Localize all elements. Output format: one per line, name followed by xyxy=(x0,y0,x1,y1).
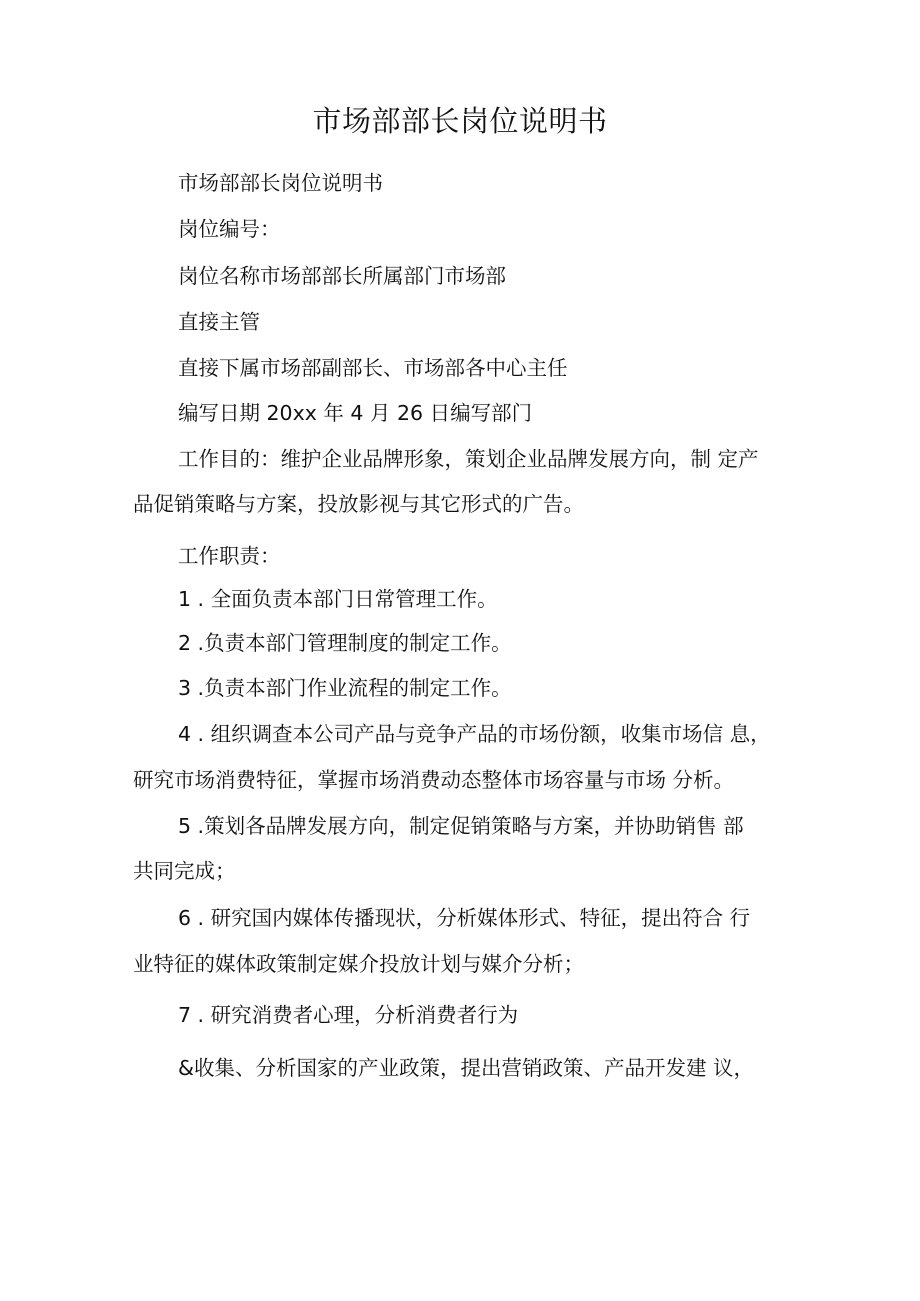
duty-item-6-line-1: 6 . 研究国内媒体传播现状，分析媒体形式、特征，提出符合 行 xyxy=(178,906,751,930)
direct-subordinates-line: 直接下属市场部副部长、市场部各中心主任 xyxy=(178,356,568,380)
duty-item-2: 2 .负责本部门管理制度的制定工作。 xyxy=(178,631,512,655)
duty-item-5-line-1: 5 .策划各品牌发展方向，制定促销策略与方案，并协助销售 部 xyxy=(178,814,744,838)
work-purpose-line-1: 工作目的：维护企业品牌形象，策划企业品牌发展方向，制 定产 xyxy=(178,447,759,471)
duty-item-4-line-2: 研究市场消费特征，掌握市场消费动态整体市场容量与市场 分析。 xyxy=(133,768,735,792)
duty-item-5-line-2: 共同完成； xyxy=(133,859,236,883)
duty-item-1: 1 . 全面负责本部门日常管理工作。 xyxy=(178,587,498,611)
doc-subtitle-line: 市场部部长岗位说明书 xyxy=(178,171,383,195)
duties-heading: 工作职责： xyxy=(178,544,281,568)
position-number-line: 岗位编号： xyxy=(178,217,281,241)
duty-item-8: &收集、分析国家的产业政策，提出营销政策、产品开发建 议， xyxy=(178,1056,755,1080)
direct-supervisor-line: 直接主管 xyxy=(178,310,260,334)
duty-item-3: 3 .负责本部门作业流程的制定工作。 xyxy=(178,676,512,700)
position-name-line: 岗位名称市场部部长所属部门市场部 xyxy=(178,264,506,288)
duty-item-4-line-1: 4 . 组织调查本公司产品与竞争产品的市场份额，收集市场信 息， xyxy=(178,722,771,746)
duty-item-6-line-2: 业特征的媒体政策制定媒介投放计划与媒介分析； xyxy=(133,952,584,976)
date-department-line: 编写日期 20xx 年 4 月 26 日编写部门 xyxy=(178,401,533,425)
document-title: 市场部部长岗位说明书 xyxy=(312,104,608,138)
work-purpose-line-2: 品促销策略与方案，投放影视与其它形式的广告。 xyxy=(133,492,584,516)
duty-item-7: 7 . 研究消费者心理，分析消费者行为 xyxy=(178,1003,519,1027)
